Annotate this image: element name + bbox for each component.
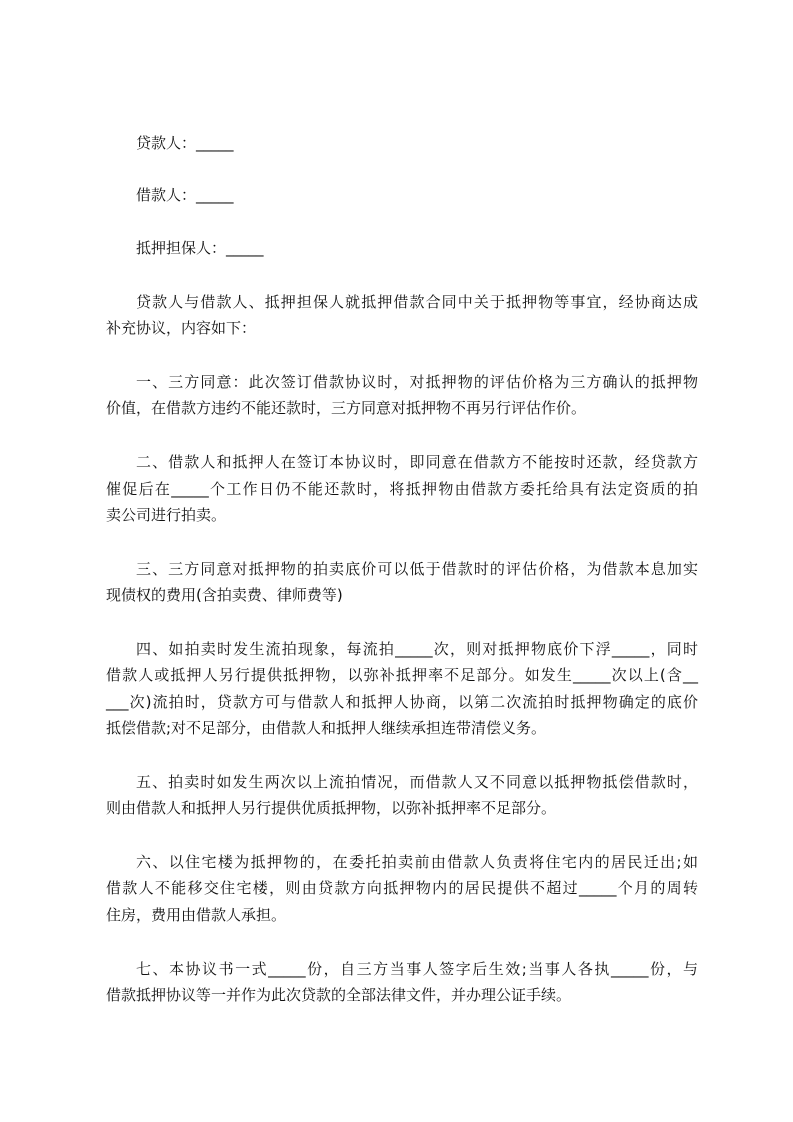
clause-3-line-1: 三、三方同意对抵押物的拍卖底价可以低于借款时的评估价格，为借款本息加实 xyxy=(136,560,698,578)
clause-2-line-3: 卖公司进行拍卖。 xyxy=(106,506,227,524)
clause-5-line-1: 五、拍卖时如发生两次以上流拍情况，而借款人又不同意以抵押物抵偿借款时， xyxy=(136,773,698,791)
clause-7-line-2: 借款抵押协议等一并作为此次贷款的全部法律文件，并办理公证手续。 xyxy=(106,986,572,1004)
clause-4-line-2: 借款人或抵押人另行提供抵押物，以弥补抵押率不足部分。如发生_____次以上(含__ xyxy=(106,666,698,684)
clause-1-line-2: 价值，在借款方违约不能还款时，三方同意对抵押物不再另行评估作价。 xyxy=(106,399,587,417)
clause-2-line-1: 二、借款人和抵押人在签订本协议时，即同意在借款方不能按时还款，经贷款方 xyxy=(136,453,698,471)
clause-7-line-1: 七、本协议书一式_____份，自三方当事人签字后生效;当事人各执_____份，与 xyxy=(136,960,698,978)
clause-4-line-4: 抵偿借款;对不足部分，由借款人和抵押人继续承担连带清偿义务。 xyxy=(106,719,547,737)
intro-line-2: 补充协议，内容如下： xyxy=(106,319,257,337)
clause-4-line-1: 四、如拍卖时发生流拍现象，每流拍_____次，则对抵押物底价下浮_____，同时 xyxy=(136,640,698,658)
guarantor-line: 抵押担保人：_____ xyxy=(136,239,264,257)
clause-2-line-2: 催促后在_____个工作日仍不能还款时，将抵押物由借款方委托给具有法定资质的拍 xyxy=(106,480,698,498)
clause-4-line-3: ___次)流拍时，贷款方可与借款人和抵押人协商，以第二次流拍时抵押物确定的底价 xyxy=(106,693,698,711)
clause-6-line-1: 六、以住宅楼为抵押物的，在委托拍卖前由借款人负责将住宅内的居民迁出;如 xyxy=(136,853,698,871)
borrower-line: 借款人：_____ xyxy=(136,186,234,204)
clause-6-line-3: 住房，费用由借款人承担。 xyxy=(106,906,287,924)
clause-6-line-2: 借款人不能移交住宅楼，则由贷款方向抵押物内的居民提供不超过_____个月的周转 xyxy=(106,879,698,897)
intro-line-1: 贷款人与借款人、抵押担保人就抵押借款合同中关于抵押物等事宜，经协商达成 xyxy=(136,293,698,311)
clause-3-line-2: 现债权的费用(含拍卖费、律师费等) xyxy=(106,586,343,604)
clause-5-line-2: 则由借款人和抵押人另行提供优质抵押物，以弥补抵押率不足部分。 xyxy=(106,799,557,817)
lender-line: 贷款人：_____ xyxy=(136,134,234,152)
clause-1-line-1: 一、三方同意：此次签订借款协议时，对抵押物的评估价格为三方确认的抵押物 xyxy=(136,373,698,391)
